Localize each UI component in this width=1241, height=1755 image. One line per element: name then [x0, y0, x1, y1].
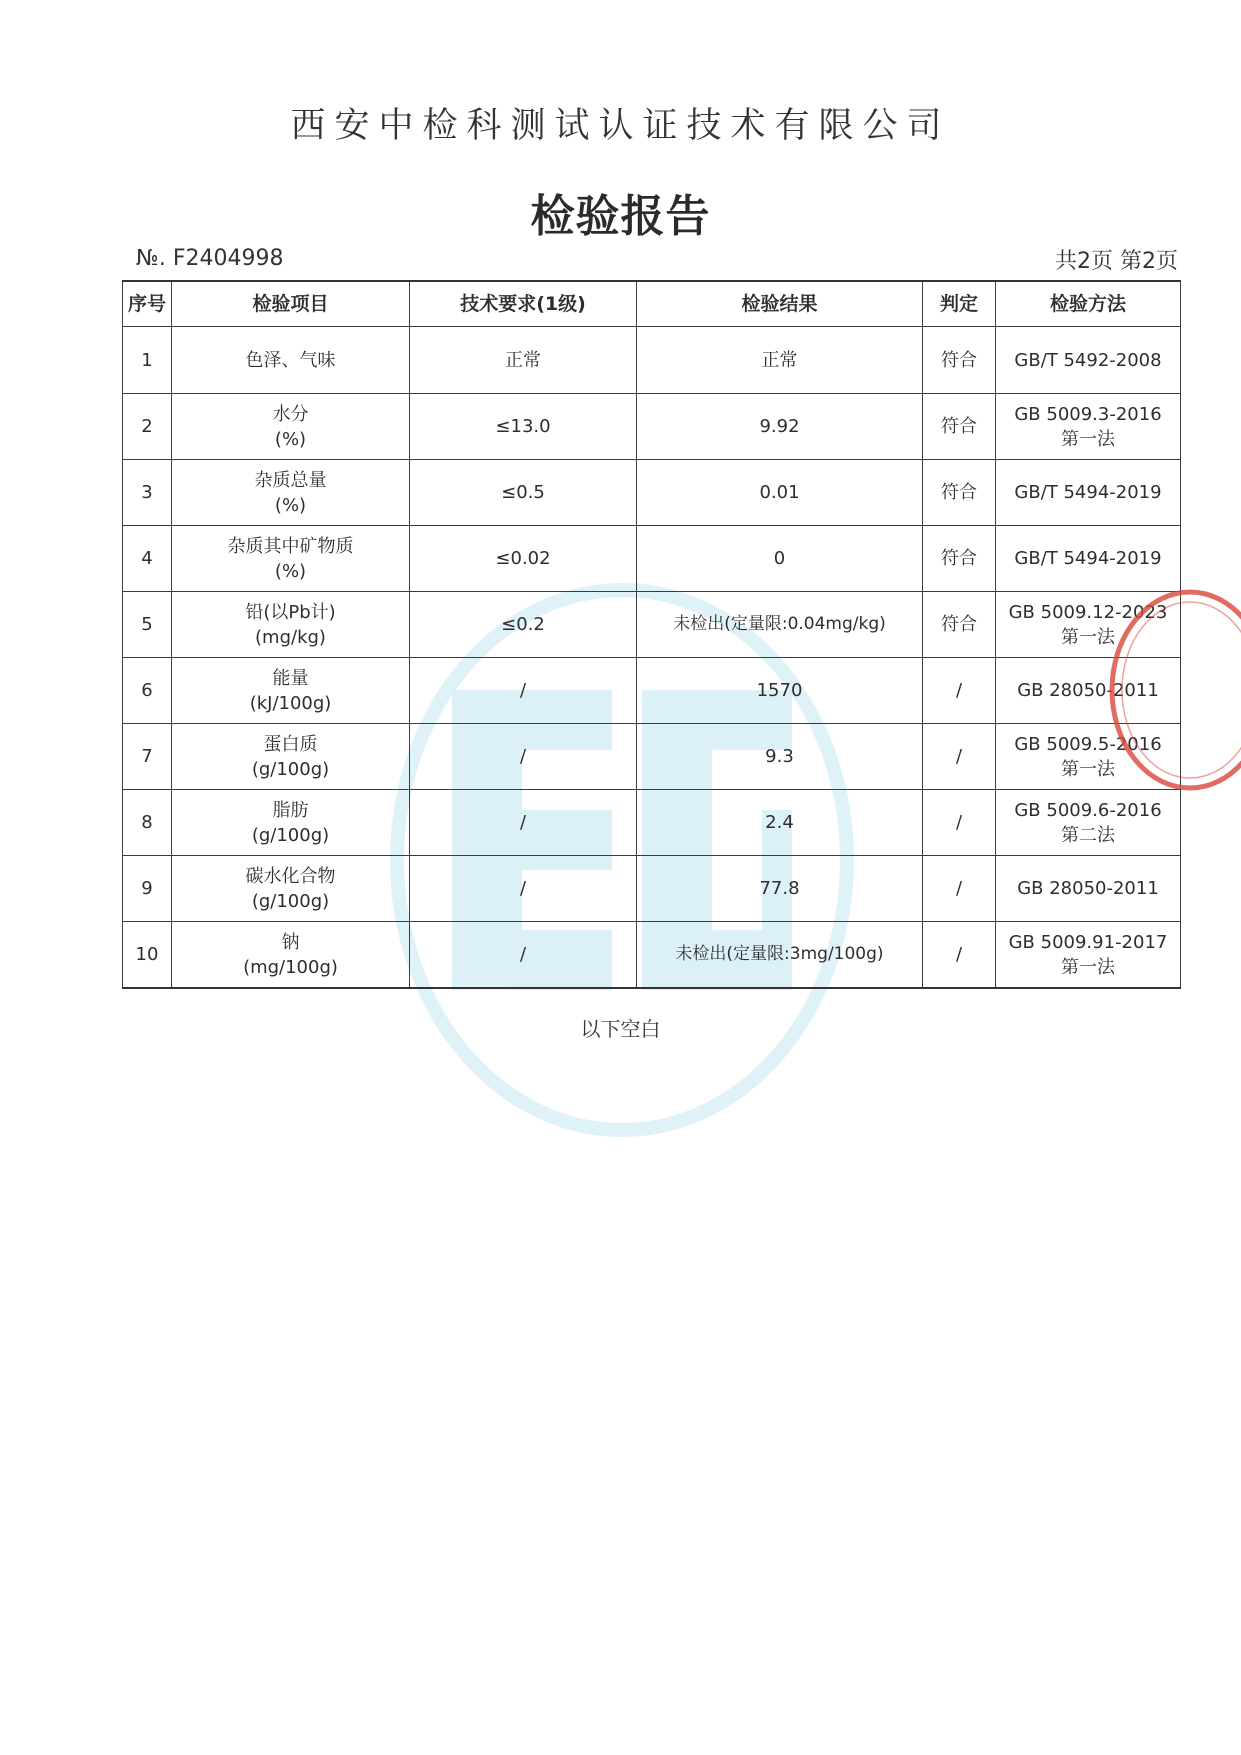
- method-note: 第一法: [1061, 626, 1115, 648]
- item-unit: (g/100g): [251, 890, 330, 912]
- row-result: 0: [637, 526, 923, 592]
- row-method: [996, 394, 1181, 460]
- row-result: 2.4: [637, 790, 923, 856]
- method-code: GB 5009.12-2023: [1008, 601, 1168, 623]
- table-row: [123, 327, 1181, 394]
- item-unit: (g/100g): [251, 824, 330, 846]
- row-no: 8: [123, 790, 172, 856]
- row-judgment: 符合: [923, 460, 996, 526]
- row-judgment: 符合: [923, 327, 996, 394]
- table-row: [123, 460, 1181, 526]
- method-code: GB 28050-2011: [1017, 680, 1159, 701]
- item-name: 水分: [272, 403, 309, 425]
- row-no: 6: [123, 658, 172, 724]
- row-item: [172, 856, 410, 922]
- item-name: 碳水化合物: [245, 865, 336, 887]
- row-judgment: 符合: [923, 592, 996, 658]
- item-name: 色泽、气味: [245, 349, 336, 371]
- item-name: 蛋白质: [263, 733, 318, 755]
- row-no: 3: [123, 460, 172, 526]
- method-code: GB 28050-2011: [1017, 878, 1159, 899]
- row-result: 9.92: [637, 394, 923, 460]
- report-number: №. F2404998: [136, 246, 284, 271]
- method-code: GB 5009.3-2016: [1014, 403, 1162, 425]
- row-item: [172, 460, 410, 526]
- method-code: GB 5009.91-2017: [1008, 931, 1168, 953]
- method-note: 第一法: [1061, 956, 1115, 978]
- row-judgment: /: [923, 790, 996, 856]
- method-code: GB/T 5494-2019: [1014, 548, 1162, 569]
- row-judgment: 符合: [923, 526, 996, 592]
- row-requirement: ≤0.2: [410, 592, 637, 658]
- row-method: [996, 327, 1181, 394]
- row-judgment: 符合: [923, 394, 996, 460]
- table-row: [123, 658, 1181, 724]
- row-item: [172, 526, 410, 592]
- method-code: GB/T 5494-2019: [1014, 482, 1162, 503]
- item-unit: (kJ/100g): [249, 692, 332, 714]
- row-item: [172, 790, 410, 856]
- row-requirement: /: [410, 724, 637, 790]
- row-requirement: ≤0.02: [410, 526, 637, 592]
- row-no: 1: [123, 327, 172, 394]
- table-row: [123, 526, 1181, 592]
- company-seal-stamp: [1090, 575, 1241, 805]
- row-item: [172, 922, 410, 989]
- row-requirement: ≤13.0: [410, 394, 637, 460]
- item-name: 杂质总量: [254, 469, 327, 491]
- table-row: [123, 922, 1181, 989]
- method-note: 第二法: [1061, 824, 1115, 846]
- row-result: 0.01: [637, 460, 923, 526]
- company-name: 西安中检科测试认证技术有限公司: [290, 106, 951, 146]
- row-result: 正常: [637, 327, 923, 394]
- row-no: 7: [123, 724, 172, 790]
- col-header-judgment: 判定: [923, 281, 996, 327]
- row-requirement: /: [410, 922, 637, 989]
- row-method: [996, 922, 1181, 989]
- method-code: GB/T 5492-2008: [1014, 349, 1162, 371]
- row-result: 未检出(定量限:0.04mg/kg): [637, 592, 923, 658]
- row-judgment: /: [923, 658, 996, 724]
- row-method: [996, 460, 1181, 526]
- item-unit: (%): [274, 494, 307, 516]
- row-no: 5: [123, 592, 172, 658]
- row-requirement: /: [410, 790, 637, 856]
- row-judgment: /: [923, 856, 996, 922]
- row-requirement: 正常: [410, 327, 637, 394]
- col-header-no: 序号: [123, 281, 172, 327]
- row-item: [172, 724, 410, 790]
- method-note: 第一法: [1061, 428, 1115, 450]
- row-requirement: /: [410, 856, 637, 922]
- results-table: [122, 280, 1181, 989]
- row-no: 10: [123, 922, 172, 989]
- method-note: 第一法: [1061, 758, 1115, 780]
- col-header-item: 检验项目: [172, 281, 410, 327]
- item-unit: (mg/kg): [255, 626, 326, 648]
- col-header-method: 检验方法: [996, 281, 1181, 327]
- row-requirement: /: [410, 658, 637, 724]
- table-row: [123, 856, 1181, 922]
- report-title: 检验报告: [530, 191, 711, 242]
- item-unit: (%): [274, 428, 307, 450]
- row-item: [172, 327, 410, 394]
- row-result: 未检出(定量限:3mg/100g): [637, 922, 923, 989]
- blank-below-note: 以下空白: [580, 1017, 661, 1041]
- col-header-result: 检验结果: [637, 281, 923, 327]
- table-header-row: [123, 281, 1181, 327]
- item-unit: (%): [274, 560, 307, 582]
- row-no: 9: [123, 856, 172, 922]
- row-result: 9.3: [637, 724, 923, 790]
- table-row: [123, 790, 1181, 856]
- table-row: [123, 724, 1181, 790]
- item-name: 杂质其中矿物质: [227, 535, 354, 557]
- row-requirement: ≤0.5: [410, 460, 637, 526]
- row-item: [172, 592, 410, 658]
- row-result: 77.8: [637, 856, 923, 922]
- item-name: 钠: [281, 931, 300, 953]
- item-name: 铅(以Pb计): [245, 601, 336, 623]
- col-header-requirement: 技术要求(1级): [410, 281, 637, 327]
- row-item: [172, 394, 410, 460]
- page-info: 共2页 第2页: [1055, 249, 1178, 274]
- row-item: [172, 658, 410, 724]
- row-judgment: /: [923, 724, 996, 790]
- item-unit: (g/100g): [251, 758, 330, 780]
- item-unit: (mg/100g): [243, 956, 338, 978]
- row-no: 4: [123, 526, 172, 592]
- row-no: 2: [123, 394, 172, 460]
- row-result: 1570: [637, 658, 923, 724]
- item-name: 能量: [272, 667, 309, 689]
- method-code: GB 5009.6-2016: [1014, 799, 1162, 821]
- table-row: [123, 592, 1181, 658]
- item-name: 脂肪: [272, 799, 309, 821]
- row-method: [996, 856, 1181, 922]
- table-row: [123, 394, 1181, 460]
- row-judgment: /: [923, 922, 996, 989]
- method-code: GB 5009.5-2016: [1014, 733, 1162, 755]
